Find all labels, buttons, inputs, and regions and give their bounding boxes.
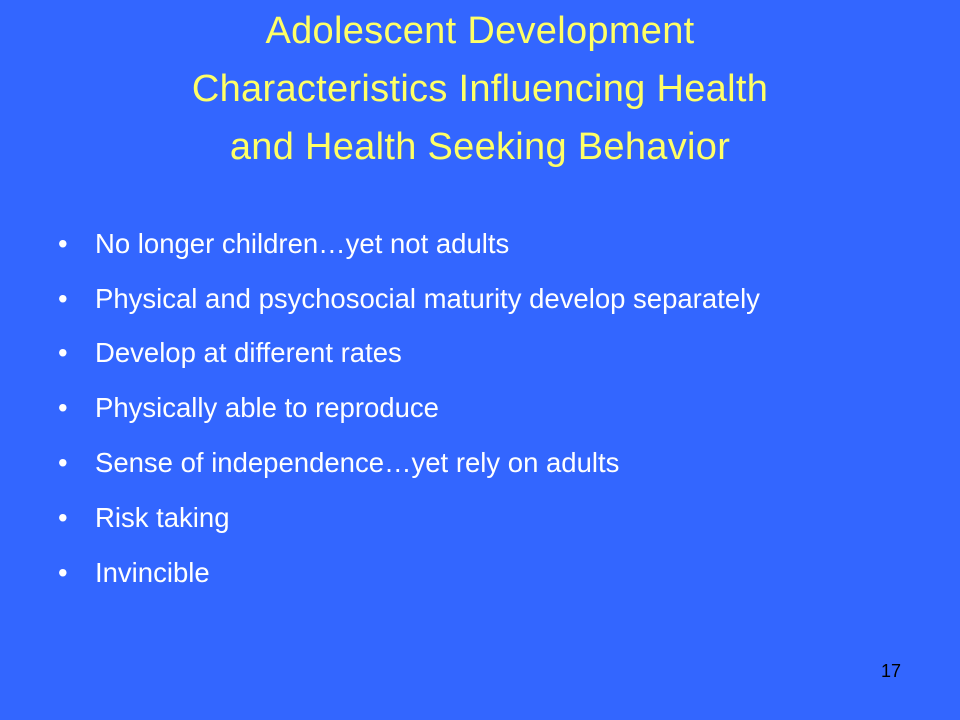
page-number: 17 — [880, 661, 902, 681]
bullet-dot-icon: • — [58, 502, 68, 533]
bullet-text: No longer children…yet not adults — [95, 228, 510, 259]
slide-title — [60, 2, 900, 176]
slide-title-line-2: Characteristics Influencing Health — [191, 68, 769, 110]
bullet-list — [58, 226, 888, 590]
bullet-item — [58, 226, 888, 261]
bullet-dot-icon: • — [58, 392, 68, 423]
bullet-dot-icon: • — [58, 337, 68, 368]
bullet-item — [58, 500, 888, 535]
bullet-item — [58, 390, 888, 425]
slide-title-line-3: and Health Seeking Behavior — [229, 126, 731, 168]
bullet-text: Invincible — [95, 557, 210, 588]
bullet-text: Sense of independence…yet rely on adults — [95, 447, 620, 478]
slide-title-line-1: Adolescent Development — [265, 10, 695, 52]
bullet-dot-icon: • — [58, 228, 68, 259]
bullet-text: Physical and psychosocial maturity develop separately — [95, 283, 760, 314]
bullet-item — [58, 281, 888, 316]
bullet-item — [58, 445, 888, 480]
bullet-item — [58, 335, 888, 370]
bullet-dot-icon: • — [58, 283, 68, 314]
bullet-text: Risk taking — [95, 502, 230, 533]
bullet-text: Physically able to reproduce — [95, 392, 439, 423]
bullet-text: Develop at different rates — [95, 337, 402, 368]
bullet-dot-icon: • — [58, 447, 68, 478]
bullet-item — [58, 555, 888, 590]
bullet-dot-icon: • — [58, 557, 68, 588]
